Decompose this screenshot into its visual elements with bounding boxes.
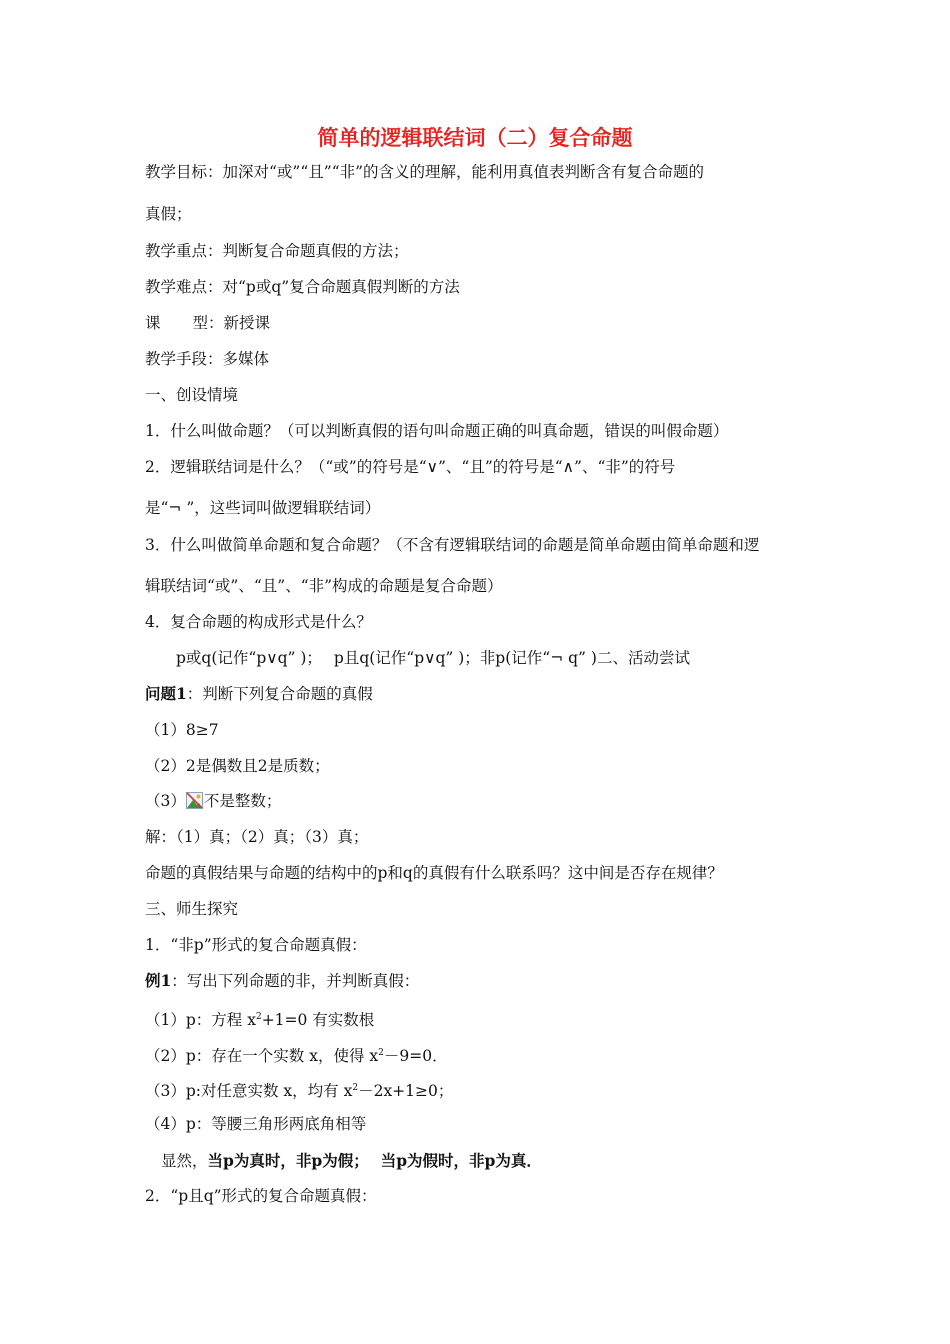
example-item-3-a: （3）p:对任意实数 x，均有 x	[145, 1082, 353, 1100]
teaching-key-point: 教学重点：判断复合命题真假的方法；	[145, 242, 409, 260]
example-1-heading	[145, 970, 419, 992]
problem-1-heading	[145, 683, 373, 705]
example-item-2	[145, 1042, 448, 1067]
example-1-text: ：写出下列命题的非，并判断真假：	[171, 972, 420, 990]
example-item-2-a: （2）p：存在一个实数 x，使得 x	[145, 1047, 379, 1065]
question-1: 1．什么叫做命题？（可以判断真假的语句叫命题正确的叫真命题，错误的叫假命题）	[145, 422, 729, 440]
example-item-2-sup: 2	[378, 1048, 384, 1058]
section-heading-3: 三、师生探究	[145, 900, 239, 918]
problem-1-label: 问题1	[145, 684, 187, 703]
problem-1-item-1: （1）8≥7	[145, 721, 219, 739]
subsection-not-p: 1．“非p”形式的复合命题真假：	[145, 936, 367, 954]
conclusion-prefix: 显然，	[161, 1152, 208, 1170]
conclusion-false-case: 当p为假时，非p为真．	[380, 1151, 542, 1170]
question-4: 4．复合命题的构成形式是什么？	[145, 613, 372, 631]
question-2-line-1: 2．逻辑联结词是什么？（“或”的符号是“∨”、“且”的符号是“∧”、“非”的符号	[145, 458, 676, 476]
problem-1-text: ：判断下列复合命题的真假	[186, 685, 373, 703]
broken-image-icon	[186, 792, 203, 809]
problem-1-item-3-prefix: （3）	[145, 792, 186, 810]
example-item-1-sup: 2	[255, 1012, 262, 1022]
teaching-goal-line-2: 真假；	[145, 205, 192, 223]
example-item-3-b: －2x+1≥0；	[358, 1082, 454, 1100]
problem-1-question: 命题的真假结果与命题的结构中的p和q的真假有什么联系吗？这中间是否存在规律？	[145, 864, 723, 882]
example-item-1-b: +1=0 有实数根	[261, 1011, 375, 1029]
problem-1-item-3	[145, 790, 281, 812]
lesson-type	[145, 312, 270, 334]
subsection-p-and-q: 2．“p且q”形式的复合命题真假：	[145, 1187, 377, 1205]
lesson-type-label-a: 课	[145, 314, 161, 332]
form-and-not: p且q(记作“p∨q” )；非p(记作“¬ q” )二、活动尝试	[333, 649, 690, 667]
teaching-means: 教学手段：多媒体	[145, 350, 270, 368]
example-item-3	[145, 1077, 453, 1102]
problem-1-item-2: （2）2是偶数且2是质数；	[145, 757, 330, 775]
example-item-4: （4）p：等腰三角形两底角相等	[145, 1115, 367, 1133]
teaching-goal-line-1: 教学目标：加深对“或”“且”“非”的含义的理解，能利用真值表判断含有复合命题的	[145, 163, 705, 181]
problem-1-item-3-text: 不是整数；	[203, 792, 282, 810]
section-heading-1: 一、创设情境	[145, 386, 239, 404]
example-1-label: 例1	[145, 971, 172, 990]
example-item-1	[145, 1006, 374, 1031]
lesson-type-label-b: 型：新授课	[192, 314, 271, 332]
example-item-3-sup: 2	[352, 1083, 359, 1093]
example-item-2-b: －9=0．	[383, 1047, 448, 1065]
conclusion-true-case: 当p为真时，非p为假；	[207, 1151, 369, 1170]
problem-1-answer: 解：（1）真；（2）真；（3）真；	[145, 828, 369, 846]
question-3-line-1: 3．什么叫做简单命题和复合命题？（不含有逻辑联结词的命题是简单命题由简单命题和逻	[145, 536, 760, 554]
question-2-line-2: 是“¬ ”，这些词叫做逻辑联结词）	[145, 499, 381, 517]
teaching-difficulty: 教学难点：对“p或q”复合命题真假判断的方法	[145, 278, 460, 296]
form-or: p或q(记作“p∨q” )；	[176, 649, 322, 667]
compound-forms-line	[176, 647, 690, 669]
example-item-1-a: （1）p：方程 x	[145, 1011, 256, 1029]
conclusion-line	[161, 1150, 542, 1172]
page-title: 简单的逻辑联结词（二）复合命题	[317, 126, 633, 150]
question-3-line-2: 辑联结词“或”、“且”、“非”构成的命题是复合命题）	[145, 577, 503, 595]
